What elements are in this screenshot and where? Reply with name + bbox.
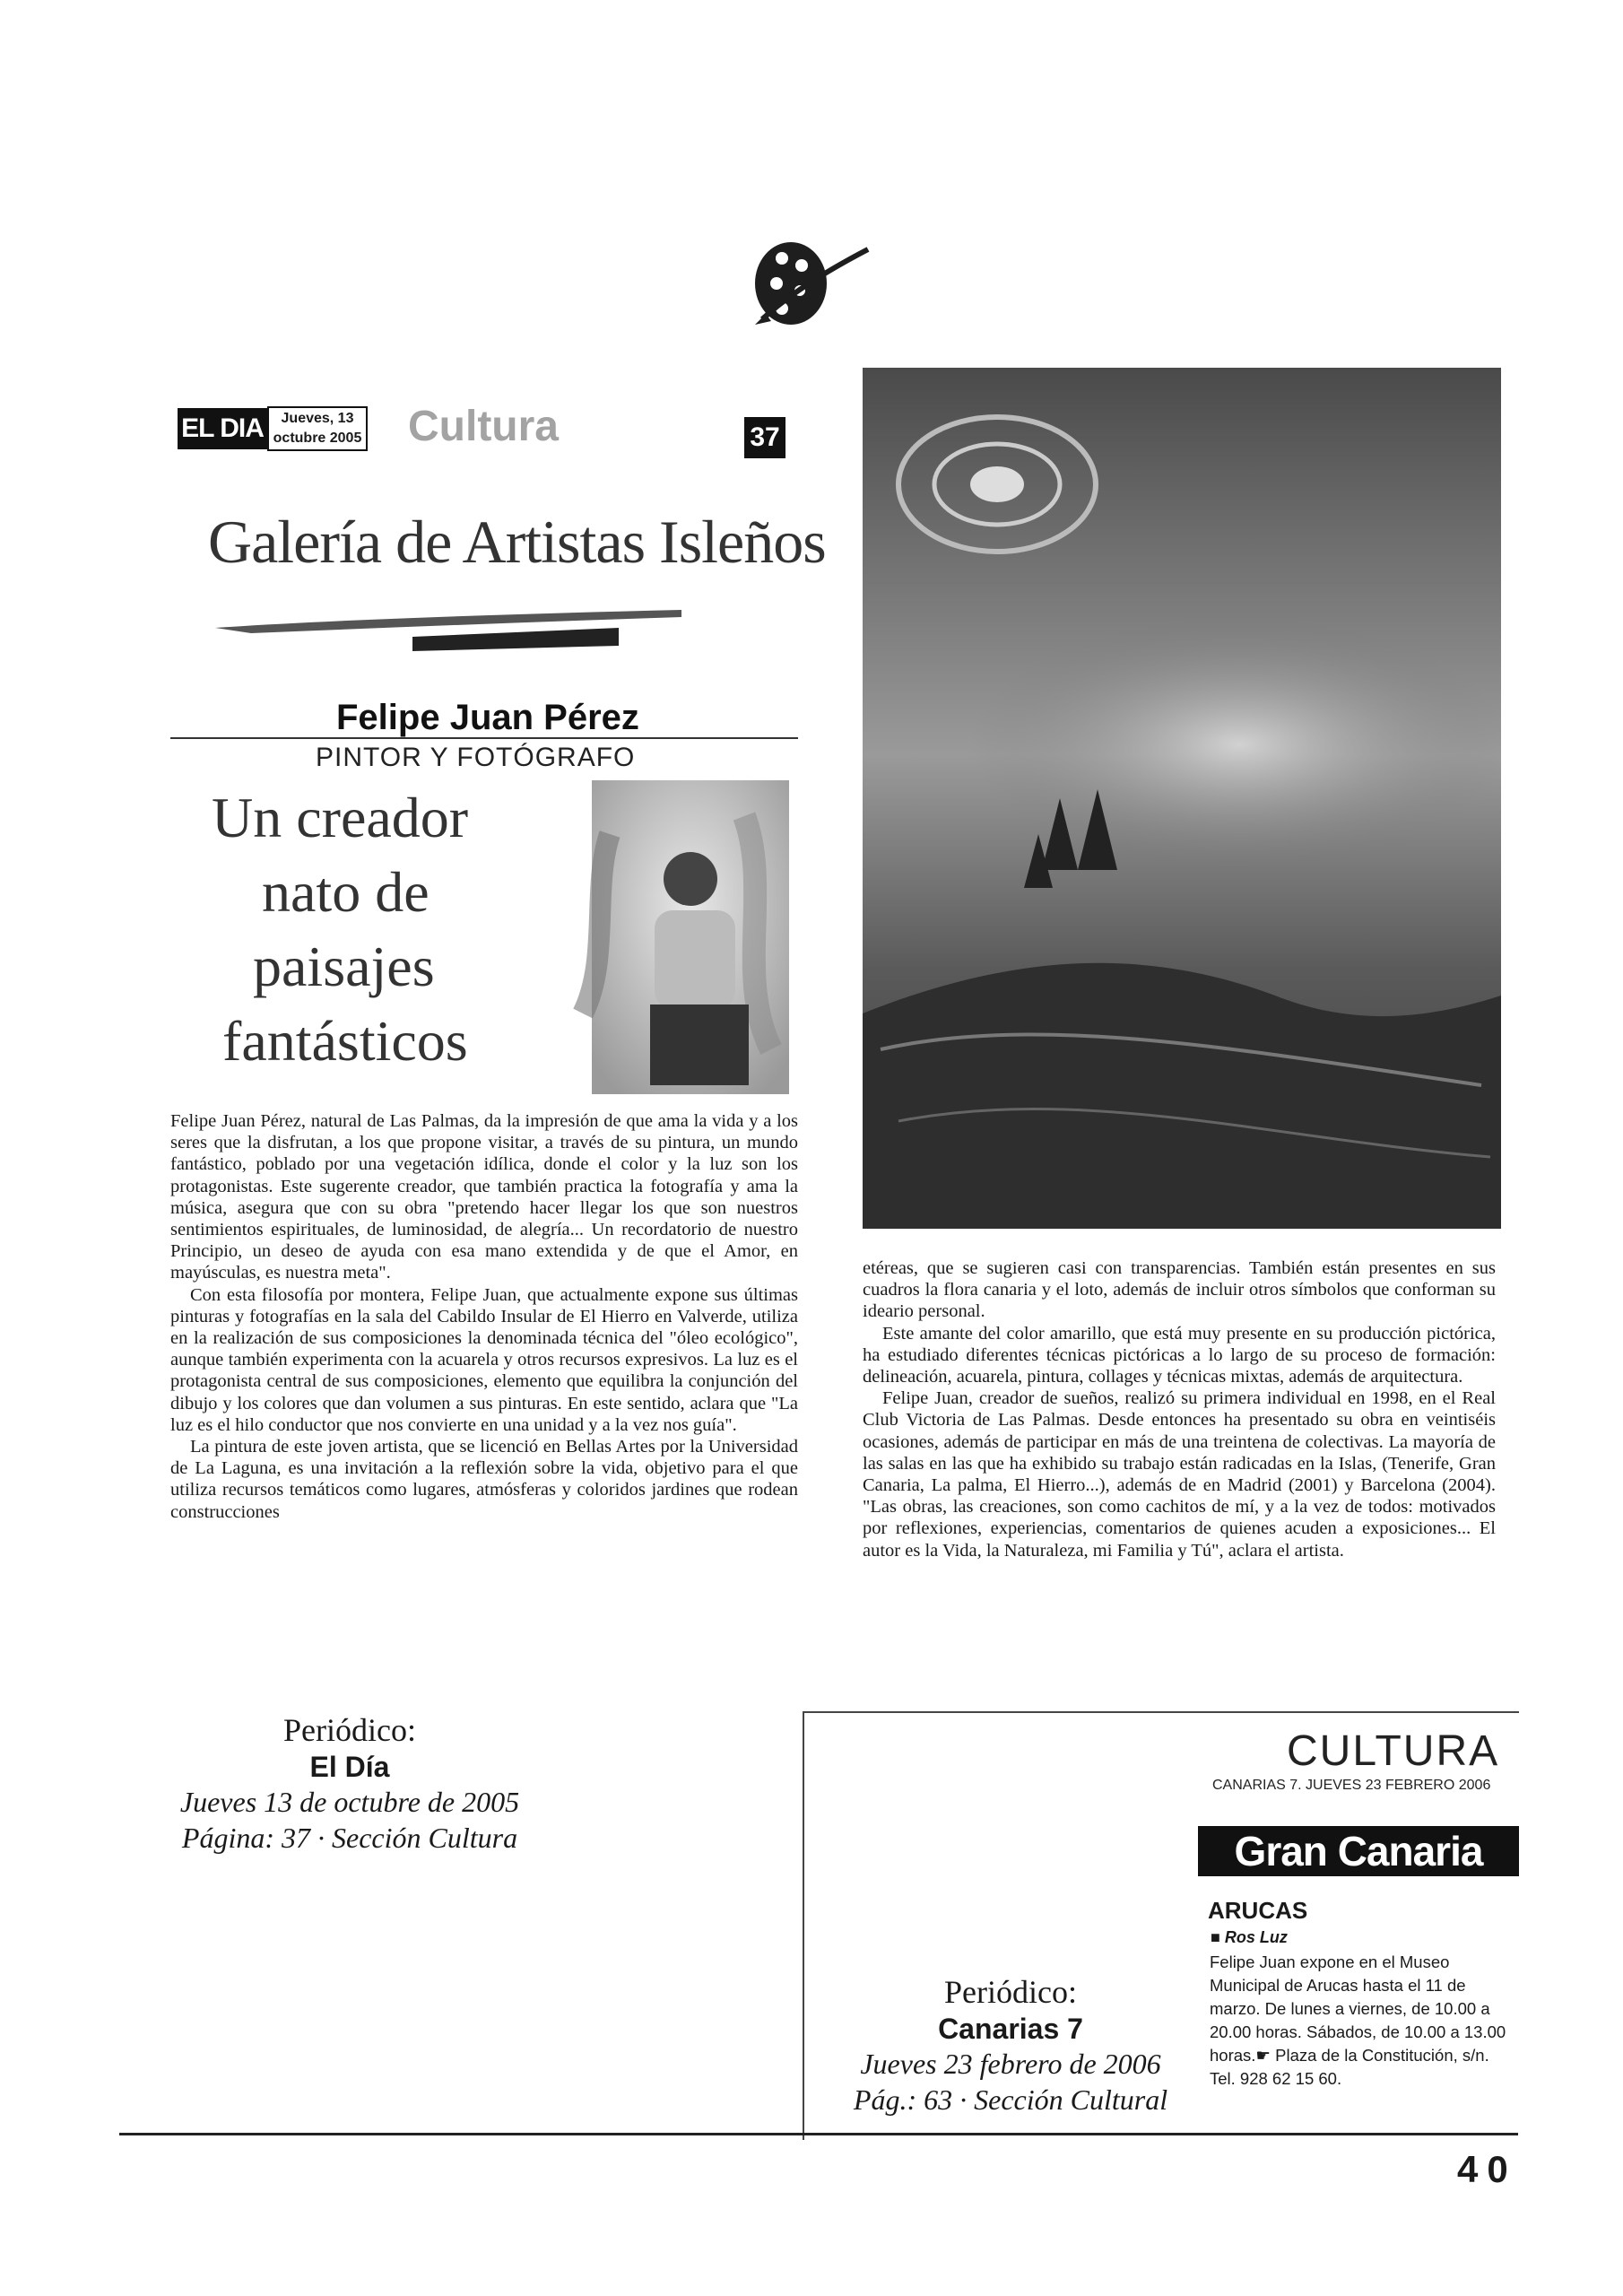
source-date: Jueves 13 de octubre de 2005	[179, 1786, 520, 1818]
article-paragraph: La pintura de este joven artista, que se licenció en Bellas Artes por la Universidad de La Laguna, es una invitación a la reflexión sobre la vida, objetivo para el que utiliza recursos temáticos como lugares, atmósferas y coloridos jardines que rodean construcciones	[170, 1437, 798, 1522]
source-label: Periódico:	[283, 1712, 416, 1748]
source-paper: Canarias 7	[938, 2013, 1083, 2045]
headline-line: nato de	[262, 860, 430, 924]
article-paragraph: etéreas, que se sugieren casi con transparencias. También están presentes en sus cuadros la flora canaria y el loto, además de incluir otros símbolos que conforman su ideario personal.	[863, 1258, 1496, 1322]
source-paper: El Día	[309, 1751, 390, 1783]
brief-text: Felipe Juan expone en el Museo Municipal de Arucas hasta el 11 de marzo. De lunes a viernes, de 10.00 a 20.00 horas. Sábados, de 10.00 a 13.00 horas.☛ Plaza de la Constitución, s/n. Tel. 928 62 15 60.	[1210, 1952, 1506, 2088]
source-page: Página: 37 · Sección Cultura	[181, 1822, 518, 1854]
footer-rule	[119, 2133, 1518, 2135]
source-date: Jueves 23 febrero de 2006	[860, 2048, 1161, 2080]
masthead-section: Cultura	[408, 403, 559, 450]
gallery-title: Galería de Artistas Isleños	[208, 508, 826, 576]
page-number-badge: 37	[744, 417, 785, 458]
artist-portrait-photo	[556, 780, 789, 1094]
source-note-el-dia	[170, 1711, 529, 1856]
article-headline	[212, 780, 468, 1078]
newspaper-logo: EL DIA	[178, 408, 267, 449]
clipping-section: CULTURA	[1287, 1727, 1500, 1775]
article-body-right	[863, 1257, 1496, 1561]
article-paragraph: Felipe Juan, creador de sueños, realizó su primera individual en 1998, en el Real Club Victoria de Las Palmas. Desde entonces ha presentado su obra en veintiséis ocasiones, además de participar en más de una treintena de colectivas. La mayoría de las salas en las que ha exhibido su trabajo están radicadas en la Islas, (Tenerife, Gran Canaria, La palma, El Hierro...), además de en Madrid (2001) y Barcelona (2004). "Las obras, las creaciones, son como cachitos de mí, y a la vez de todos: motivados por reflexiones, experiencias, comentarios de quienes acuden a exposiciones... El autor es la Vida, la Naturaleza, mi Familia y Tú", aclara el artista.	[863, 1388, 1496, 1561]
clipping-region-bar: Gran Canaria	[1198, 1826, 1519, 1876]
article-paragraph: Con esta filosofía por montera, Felipe Juan, que actualmente expone sus últimas pinturas y fotografías en la sala del Cabildo Insular de El Hierro en Valverde, utiliza en la realización de sus composiciones la denominada técnica del "óleo ecológico", aunque también experimenta con la acuarela y otros recursos expresivos. La luz es el protagonista central de sus composiciones, elemento que equilibra la conjunción del dibujo y los colores que dan volumen a sus pinturas. En este sentido, aclara que "La luz es el hilo conductor que nos convierte en una unidad y a la vez nos guía".	[170, 1284, 798, 1435]
masthead-date-day: Jueves, 13	[281, 411, 354, 426]
source-page: Pág.: 63 · Sección Cultural	[853, 2083, 1168, 2116]
article-paragraph: Felipe Juan Pérez, natural de Las Palmas, da la impresión de que ama la vida y a los seres que la disfrutan, a los que propone visitar, a través de su pintura, un mundo fantástico, poblado por una vegetación idílica, donde el color y la luz son los protagonistas. Este sugerente creador, que también practica la fotografía y ama la música, asegura que con su obra "pretendo hacer llegar los que son nuestros sentimientos espirituales, de luminosidad, de alegría... Un recordatorio de nuestro Principio, un deseo de ayuda con esa mano extendida y de que el Amor, en mayúsculas, es nuestra meta".	[170, 1111, 798, 1283]
article-body-left	[170, 1110, 798, 1523]
artwork-painting-photo	[863, 368, 1501, 1229]
clipping-subline: CANARIAS 7. JUEVES 23 FEBRERO 2006	[1212, 1778, 1491, 1793]
artist-role: PINTOR Y FOTÓGRAFO	[316, 743, 636, 772]
artist-name: Felipe Juan Pérez	[336, 698, 639, 737]
page-number: 40	[1457, 2148, 1517, 2190]
headline-line: fantásticos	[222, 1009, 468, 1073]
source-label: Periódico:	[944, 1974, 1077, 2010]
masthead-date	[267, 406, 368, 451]
palette-brush-icon	[735, 231, 870, 339]
brief-headline: ARUCAS	[1208, 1897, 1308, 1924]
name-divider	[170, 737, 798, 739]
source-note-canarias7	[818, 1973, 1203, 2118]
masthead-date-month: octubre 2005	[273, 430, 362, 446]
brief-byline: ■ Ros Luz	[1211, 1928, 1288, 1946]
headline-line: paisajes	[253, 935, 435, 998]
headline-line: Un creador	[212, 786, 469, 849]
article-paragraph: Este amante del color amarillo, que está muy presente en su producción pictórica, ha estudiado diferentes técnicas pictóricas a lo largo de su proceso de formación: delineación, acuarela, pintura, collages y técnicas mixtas, además de arquitectura.	[863, 1323, 1496, 1387]
brush-stroke-decoration	[197, 601, 699, 655]
